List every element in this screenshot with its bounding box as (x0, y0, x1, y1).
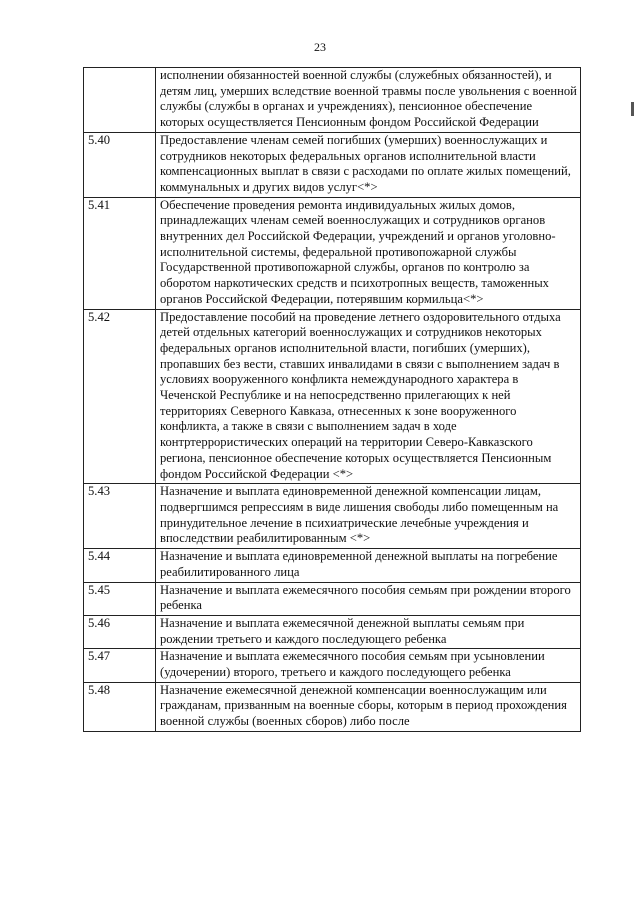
services-table (83, 67, 581, 732)
row-number: 5.44 (84, 549, 156, 582)
row-number: 5.47 (84, 649, 156, 682)
table-row (84, 132, 581, 197)
row-number: 5.42 (84, 309, 156, 484)
row-number: 5.41 (84, 197, 156, 309)
row-number: 5.48 (84, 682, 156, 731)
row-description: исполнении обязанностей военной службы (служебных обязанностей), и детям лиц, умерших вследствие военной травмы после увольнения с военной службы (службы в органах и учреждениях), пенсионное обеспечение которых осуществляется Пенсионным фондом Российской Федерации (156, 68, 581, 133)
table-row (84, 649, 581, 682)
row-number: 5.40 (84, 132, 156, 197)
row-description: Назначение и выплата единовременной денежной выплаты на погребение реабилитированного лица (156, 549, 581, 582)
table-row (84, 682, 581, 731)
row-description: Предоставление членам семей погибших (умерших) военнослужащих и сотрудников некоторых федеральных органов исполнительной власти компенсационных выплат в связи с расходами по оплате жилых помещений, коммунальных и других видов услуг<*> (156, 132, 581, 197)
row-description: Назначение и выплата единовременной денежной компенсации лицам, подвергшимся репрессиям в виде лишения свободы либо помещенным на принудительное лечение в психиатрические лечебные учреждения и впоследствии реабилитированным <*> (156, 484, 581, 549)
row-number: 5.46 (84, 615, 156, 648)
page-number: 23 (314, 40, 326, 54)
table-row (84, 549, 581, 582)
table-row (84, 582, 581, 615)
row-description: Назначение и выплата ежемесячного пособия семьям при рождении второго ребенка (156, 582, 581, 615)
table-row (84, 484, 581, 549)
row-number: 5.43 (84, 484, 156, 549)
row-description: Назначение и выплата ежемесячного пособия семьям при усыновлении (удочерении) второго, третьего и каждого последующего ребенка (156, 649, 581, 682)
row-number: 5.45 (84, 582, 156, 615)
scan-artifact (631, 102, 634, 116)
table-row (84, 68, 581, 133)
row-description: Обеспечение проведения ремонта индивидуальных жилых домов, принадлежащих членам семей военнослужащих и сотрудников органов внутренних дел Российской Федерации, учреждений и органов уголовно- исполнительной системы, федеральной противопожарной службы Государственной противопожарной службы, органов по контролю за оборотом наркотических средств и психотропных веществ, таможенных органов Российской Федерации, потерявшим кормильца<*> (156, 197, 581, 309)
table-row (84, 615, 581, 648)
row-description: Назначение и выплата ежемесячной денежной выплаты семьям при рождении третьего и каждого последующего ребенка (156, 615, 581, 648)
table-row (84, 197, 581, 309)
row-description: Назначение ежемесячной денежной компенсации военнослужащим или гражданам, призванным на военные сборы, которым в период прохождения военной службы (военных сборов) либо после (156, 682, 581, 731)
table-row (84, 309, 581, 484)
row-number (84, 68, 156, 133)
row-description: Предоставление пособий на проведение летнего оздоровительного отдыха детей отдельных категорий военнослужащих и сотрудников некоторых федеральных органов исполнительной власти, погибших (умерших), пропавших без вести, ставших инвалидами в связи с выполнением задач в условиях вооруженного конфликта немеждународного характера в Чеченской Республике и на непосредственно прилегающих к ней территориях Северного Кавказа, отнесенных к зоне вооруженного конфликта, а также в связи с выполнением задач в ходе контртеррористических операций на территории Северо-Кавказского региона, пенсионное обеспечение которых осуществляется Пенсионным фондом Российской Федерации <*> (156, 309, 581, 484)
